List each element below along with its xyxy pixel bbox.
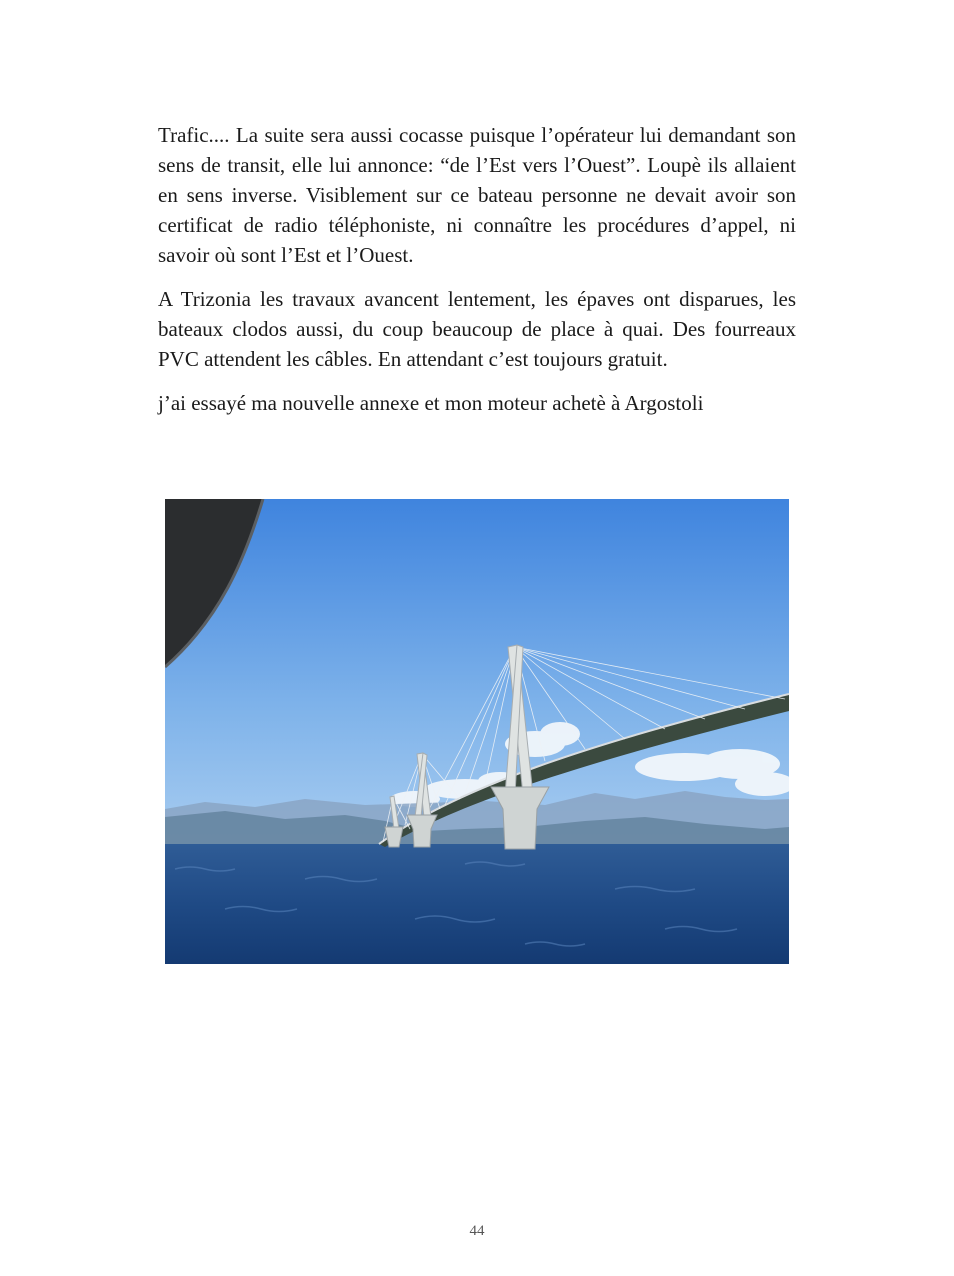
paragraph-radio-story: Trafic.... La suite sera aussi cocasse puisque l’opérateur lui demandant son sens de transit, elle lui annonce: “de l’Est vers l’Ouest”. Loupè ils allaient en sens inverse. Visiblement sur ce bateau personne ne devait avoir son certificat de radio téléphoniste, ni connaître les procédures d’appel, ni savoir où sont l’Est et l’Ouest.	[158, 123, 796, 267]
photo-intro-text: j’ai essayé ma nouvelle annexe et mon moteur achetè à Argostoli	[158, 391, 704, 415]
paragraph-trizonia: A Trizonia les travaux avancent lentement, les épaves ont disparues, les bateaux clodos aussi, du coup beaucoup de place à quai. Des fourreaux PVC attendent les câbles. En attendant c’est toujours gratuit.	[158, 287, 796, 371]
page-body	[158, 120, 796, 418]
bridge-photo	[165, 499, 789, 964]
page-number: 44	[469, 1223, 485, 1239]
